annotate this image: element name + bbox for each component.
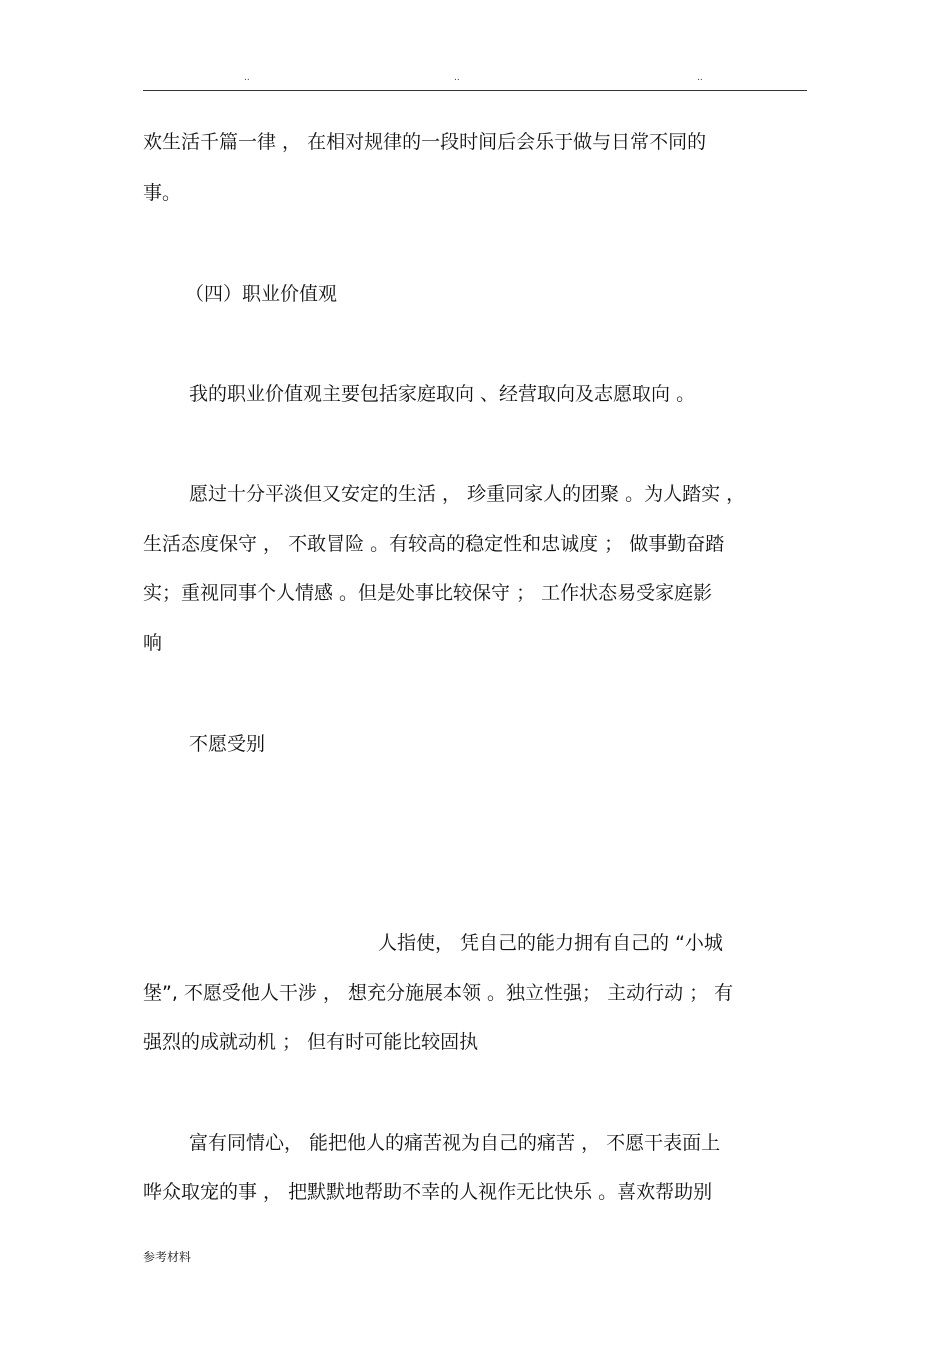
body-line: 愿过十分平淡但又安定的生活 ， 珍重同家人的团聚 。为人踏实 ， <box>189 483 746 505</box>
body-line: 哗众取宠的事 ， 把默默地帮助不幸的人视作无比快乐 。喜欢帮助别 <box>143 1181 713 1203</box>
body-line: 生活态度保守 ， 不敢冒险 。有较高的稳定性和忠诚度 ； 做事勤奋踏 <box>143 533 725 555</box>
body-line: 堡”, 不愿受他人干涉 ， 想充分施展本领 。独立性强； 主动行动 ； 有 <box>143 982 734 1004</box>
header-mark-right: .. <box>697 73 703 83</box>
body-line: 实；重视同事个人情感 。但是处事比较保守 ； 工作状态易受家庭影 <box>143 582 713 604</box>
body-line: 响 <box>143 632 163 654</box>
body-line: 富有同情心， 能把他人的痛苦视为自己的痛苦 ， 不愿干表面上 <box>189 1132 721 1154</box>
footer-label: 参考材料 <box>143 1250 192 1264</box>
body-line: 人指使， 凭自己的能力拥有自己的 “小城 <box>378 932 723 954</box>
body-line: 事。 <box>143 182 182 204</box>
header-mark-center: .. <box>454 73 460 83</box>
body-line: 我的职业价值观主要包括家庭取向 、经营取向及志愿取向 。 <box>189 383 696 405</box>
body-line: 不愿受别 <box>189 733 266 755</box>
header-mark-left: .. <box>244 73 250 83</box>
body-line: 欢生活千篇一律 ， 在相对规律的一段时间后会乐于做与日常不同的 <box>143 131 707 153</box>
section-heading: （四）职业价值观 <box>185 283 338 305</box>
body-line: 强烈的成就动机 ； 但有时可能比较固执 <box>143 1031 479 1053</box>
header-rule <box>143 90 807 91</box>
